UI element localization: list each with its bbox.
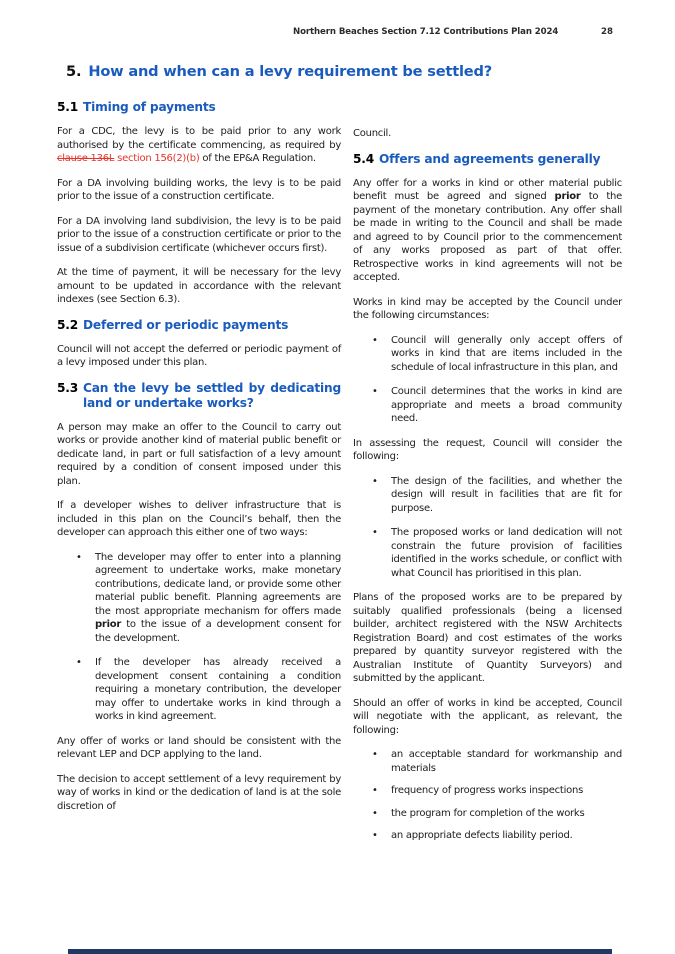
section-heading (57, 100, 341, 115)
bullet-text (391, 784, 622, 798)
text-run: The design of the facilities, and whether the design will result in facilities that are fit for purpose. (391, 475, 622, 514)
text-run: Any offer for a works in kind or other material public benefit must be agreed and signed (353, 177, 622, 202)
bullet-text (391, 334, 622, 375)
bullet-item (57, 551, 341, 646)
bullet-item (57, 656, 341, 724)
text-run-bold: prior (95, 619, 122, 630)
paragraph (57, 266, 341, 307)
text-run: of the EP&A Regulation. (199, 153, 316, 164)
paragraph (57, 125, 341, 166)
bullet-text (391, 829, 622, 843)
section-heading (353, 152, 622, 167)
section-title: Deferred or periodic payments (83, 317, 289, 332)
section-heading (57, 318, 341, 333)
text-run: Council. (353, 128, 392, 139)
bullet-text (391, 526, 622, 580)
bullet-item (353, 784, 622, 798)
text-run: The developer may offer to enter into a planning agreement to undertake works, make monetary contributions, dedicate land, or provide some other material public benefit. Planning agreements are the most appropriate mechanism for offers made (95, 551, 341, 617)
text-run: A person may make an offer to the Council to carry out works or provide another kind of material public benefit or dedicate land, in part or full satisfaction of a levy amount required by a condition of consent imposed under this plan. (57, 421, 341, 487)
left-column (57, 100, 341, 852)
text-run: Council will generally only accept offers of works in kind that are items included in the schedule of local infrastructure in this plan, and (391, 334, 622, 373)
bullet-text (391, 748, 622, 775)
two-column-body (57, 100, 622, 852)
paragraph (353, 591, 622, 686)
bullet-list (57, 551, 341, 724)
text-run-bold: prior (554, 191, 581, 202)
section-title: Timing of payments (83, 100, 216, 114)
paragraph (57, 421, 341, 489)
bullet-text (95, 551, 341, 646)
bullet-item (353, 748, 622, 775)
section-title: Offers and agreements generally (379, 151, 601, 166)
section-title: Can the levy be settled by dedicating land or undertake works? (83, 380, 341, 410)
bullet-icon: • (76, 657, 82, 668)
paragraph (353, 697, 622, 738)
bullet-icon: • (372, 830, 378, 841)
text-run: Plans of the proposed works are to be prepared by suitably qualified professionals (being a licensed builder, architect registered with the NSW Architects Registration Board) and cost estimates of the works prepared by quantity surveyor registered with the Australian Institute of Quantity Surveyors) and submitted by the applicant. (353, 592, 622, 684)
paragraph (57, 499, 341, 540)
bullet-icon: • (372, 527, 378, 538)
bullet-item (353, 385, 622, 426)
chapter-heading (66, 63, 622, 80)
bullet-item (353, 334, 622, 375)
paragraph (353, 177, 622, 285)
paragraph (57, 773, 341, 814)
bullet-text (95, 656, 341, 724)
text-run: For a DA involving land subdivision, the levy is to be paid prior to the issue of a construction certificate or prior to the issue of a subdivision certificate (whichever occurs first). (57, 215, 341, 254)
footer-bar (68, 949, 612, 954)
bullet-icon: • (372, 807, 378, 819)
text-run: Works in kind may be accepted by the Council under the following circumstances: (353, 296, 622, 321)
text-run: Council determines that the works in kind are appropriate and meets a broad community need. (391, 386, 622, 424)
bullet-icon: • (372, 749, 378, 760)
text-run-red: section 156(2)(b) (117, 153, 200, 164)
chapter-title: How and when can a levy requirement be settled? (88, 63, 492, 80)
bullet-icon: • (372, 785, 378, 796)
paragraph (353, 127, 622, 141)
text-run: the program for completion of the works (391, 807, 585, 819)
text-run: The decision to accept settlement of a levy requirement by way of works in kind or the dedication of land is at the sole discretion of (57, 773, 341, 812)
bullet-item (353, 829, 622, 843)
bullet-item (353, 475, 622, 516)
paragraph (353, 437, 622, 464)
bullet-icon: • (372, 475, 378, 487)
section-heading (57, 381, 341, 411)
text-run: an acceptable standard for workmanship and materials (391, 749, 622, 774)
section-number: 5.1 (57, 100, 78, 114)
text-run: an appropriate defects liability period. (391, 830, 573, 841)
chapter-number: 5. (66, 63, 82, 80)
text-run: Council will not accept the deferred or periodic payment of a levy imposed under this plan. (57, 343, 341, 368)
text-run: The proposed works or land dedication will not constrain the future provision of facilities identified in the works schedule, or conflict with what Council has prioritised in this plan. (391, 527, 622, 579)
text-run: Any offer of works or land should be consistent with the relevant LEP and DCP applying to the land. (57, 735, 341, 760)
text-run: If the developer has already received a development consent containing a condition requiring a monetary contribution, the developer may offer to undertake works in kind through a works in kind agreement. (95, 657, 341, 722)
text-run: In assessing the request, Council will consider the following: (353, 437, 622, 462)
text-run: For a CDC, the levy is to be paid prior to any work authorised by the certificate commencing, as required by (57, 126, 341, 151)
section-number: 5.4 (353, 151, 374, 166)
paragraph (57, 215, 341, 256)
text-run: For a DA involving building works, the levy is to be paid prior to the issue of a construction certificate. (57, 177, 341, 202)
text-run: Should an offer of works in kind be accepted, Council will negotiate with the applicant, as relevant, the following: (353, 697, 622, 736)
section-number: 5.2 (57, 317, 78, 332)
running-header-title: Northern Beaches Section 7.12 Contributions Plan 2024 (293, 27, 559, 37)
paragraph (57, 343, 341, 370)
paragraph (353, 296, 622, 323)
bullet-text (391, 475, 622, 516)
text-run: frequency of progress works inspections (391, 785, 584, 796)
bullet-list (353, 334, 622, 426)
bullet-item (353, 807, 622, 821)
paragraph (57, 735, 341, 762)
text-run: At the time of payment, it will be necessary for the levy amount to be updated in accordance with the relevant indexes (see Section 6.3). (57, 267, 341, 305)
paragraph (57, 177, 341, 204)
bullet-list (353, 748, 622, 843)
text-run: If a developer wishes to deliver infrastructure that is included in this plan on the Council’s behalf, then the developer can approach this either one of two ways: (57, 500, 341, 538)
bullet-text (391, 807, 622, 821)
text-run: to the payment of the monetary contribution. Any offer shall be made in writing to the Council and shall be made and agreed to by Council prior to the commencement of any works proposed as part of that offer. Retrospective works in kind agreements will not be accepted. (353, 191, 623, 283)
bullet-icon: • (76, 551, 82, 563)
section-number: 5.3 (57, 380, 78, 395)
bullet-item (353, 526, 622, 580)
page-number: 28 (601, 27, 613, 37)
bullet-icon: • (372, 334, 378, 346)
right-column (353, 100, 622, 852)
text-run: to the issue of a development consent for the development. (95, 619, 341, 644)
bullet-text (391, 385, 622, 426)
bullet-icon: • (372, 386, 378, 397)
bullet-list (353, 475, 622, 581)
text-run-red-strike: clause 136L (57, 153, 115, 164)
